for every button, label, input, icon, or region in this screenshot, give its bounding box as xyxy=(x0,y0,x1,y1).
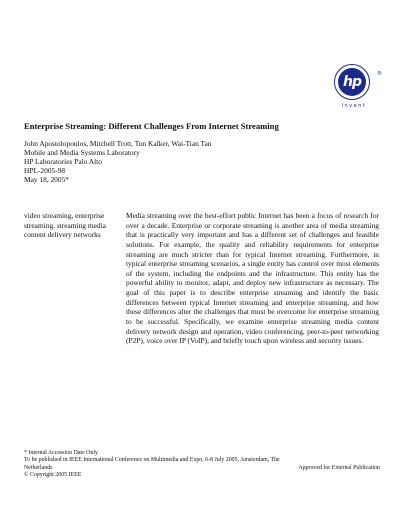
hp-logo-tagline: invent xyxy=(341,103,367,109)
hp-logo-letters: hp xyxy=(338,68,366,96)
authors: John Apostolopoulos, Mitchell Trott, Ton Kalker, Wai-Tian Tan xyxy=(24,139,212,148)
footer-approval: Approved for External Publication xyxy=(298,464,380,471)
registered-mark: ® xyxy=(377,71,382,77)
footer xyxy=(24,450,380,480)
document-meta xyxy=(24,139,212,184)
keywords: video streaming, enterprise streaming, streaming media content delivery networks xyxy=(24,211,106,240)
document-title: Enterprise Streaming: Different Challenges From Internet Streaming xyxy=(24,121,279,131)
footer-note: * Internal Accession Date Only xyxy=(24,450,98,456)
abstract: Media streaming over the best-effort public Internet has been a focus of research for over a decade. Enterprise or corporate streaming is another area of media streaming that is practically very important and has a different set of challenges and feasible solutions. For example, the quality and reliability requirements for enterprise streaming are much stricter than for typical Internet streaming. Furthermore, in typical enterprise streaming scenarios, a single entity has control over most elements of the system, including the endpoints and the infrastructure. This entity has the powerful ability to monitor, adapt, and deploy new infrastructure as necessary. The goal of this paper is to describe enterprise streaming and identify the basic differences between typical Internet streaming and enterprise streaming, and how these differences alter the challenges that must be overcome for enterprise streaming to be successful. Specifically, we examine enterprise streaming media content delivery network design and operation, video conferencing, peer-to-peer networking (P2P), voice over IP (VoIP), and briefly touch upon wireless and security issues. xyxy=(126,211,379,346)
footer-copyright: © Copyright 2005 IEEE xyxy=(24,472,82,479)
laboratory: Mobile and Media Systems Laboratory xyxy=(24,148,140,158)
report-date: May 18, 2005* xyxy=(24,175,69,185)
organization: HP Laboratories Palo Alto xyxy=(24,157,102,167)
hp-logo xyxy=(332,64,382,109)
report-number: HPL-2005-98 xyxy=(24,166,66,176)
hp-logo-mark xyxy=(334,64,382,100)
footer-publish-line: To be published in IEEE International Conference on Multimedia and Expo, 6-8 July 2005, Amsterdam, The xyxy=(24,457,280,464)
footer-country: Netherlands xyxy=(24,464,53,471)
